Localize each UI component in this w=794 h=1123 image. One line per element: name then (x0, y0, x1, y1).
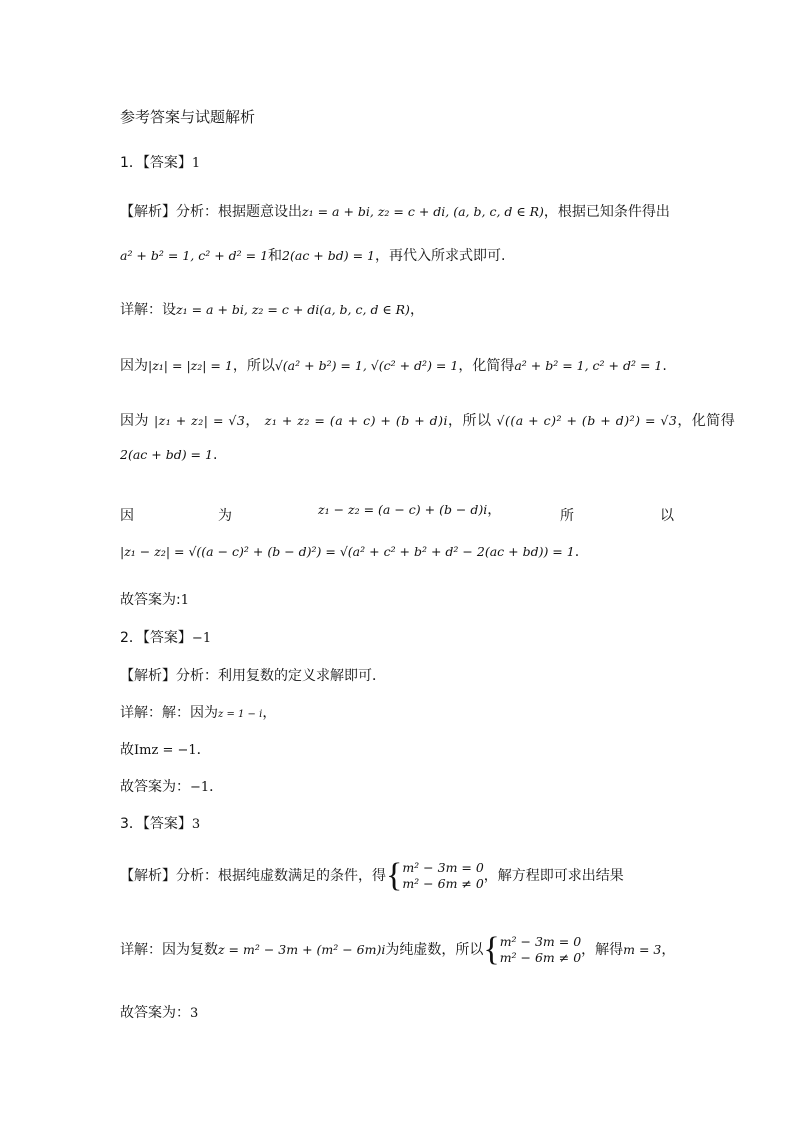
q3-text: ， (661, 942, 676, 958)
q1-formula: z₁ − z₂ = (a − c) + (b − d)i (318, 502, 488, 517)
q1-because-line-3-yi (660, 506, 674, 526)
q3-formula: m = 3 (623, 942, 662, 957)
q1-analysis-formula: a² + b² = 1, c² + d² = 1 (120, 248, 269, 263)
q1-analysis-line-2 (120, 246, 505, 266)
equation-row: m² − 3m = 0 (402, 860, 484, 875)
q3-final-value: 3 (190, 1006, 199, 1021)
q3-answer-label: 3．【答案】 (120, 816, 192, 832)
q1-formula: |z₁ − z₂| = √((a − c)² + (b − d)²) = √(a² + c² + b² + d² − 2(ac + bd)) = 1 (120, 544, 575, 559)
q1-formula: √((a + c)² + (b + d)²) = √3 (496, 413, 678, 428)
q1-final-answer (120, 590, 189, 611)
q3-analysis-line (120, 858, 624, 894)
q1-analysis-text: 和 (268, 248, 283, 264)
q1-text: 因为 (120, 413, 149, 429)
q3-detail-line (120, 932, 675, 968)
q3-answer-value: 3 (191, 817, 201, 832)
q1-detail-text: ， (409, 302, 424, 318)
q2-conclusion-line (120, 740, 211, 761)
q2-final-answer (120, 777, 223, 798)
q1-text: . (574, 544, 580, 560)
q1-formula: z₁ + z₂ = (a + c) + (b + d)i (264, 413, 449, 428)
q1-text: . (212, 447, 218, 463)
q3-equation-system (500, 934, 581, 966)
q2-text: ． (196, 742, 211, 758)
q1-formula: 2(ac + bd) = 1 (120, 447, 213, 462)
q1-analysis-text: ，再代入所求式即可. (375, 248, 506, 264)
q1-because-line-4 (120, 542, 579, 562)
q1-detail-line (120, 300, 424, 320)
q1-because-line-3-wei (218, 506, 232, 526)
left-brace-icon: { (483, 931, 500, 968)
q2-detail-line (120, 703, 276, 725)
q1-answer-label: 1．【答案】 (120, 155, 192, 171)
q2-answer-line (120, 628, 211, 649)
q1-analysis-text: 【解析】分析：根据题意设出 (120, 204, 302, 220)
q1-formula: a² + b² = 1, c² + d² = 1 (514, 358, 663, 373)
q2-formula: Imz = −1 (134, 743, 197, 758)
q1-because-line-2 (120, 411, 735, 431)
q1-final-label: 故答案为: (120, 592, 181, 608)
q3-text: 【解析】分析：根据纯虚数满足的条件，得 (120, 868, 386, 884)
q1-text: 因为 (120, 358, 148, 374)
q1-analysis-text: ，根据已知条件得出 (543, 204, 670, 220)
q3-equation-system (402, 860, 483, 892)
q1-analysis-formula: 2(ac + bd) = 1 (282, 248, 376, 263)
q1-answer-value: 1 (191, 156, 201, 171)
q1-text: ， (487, 502, 502, 518)
q1-because-line-1 (120, 356, 667, 376)
q1-because-line-3-suo (560, 506, 574, 526)
q3-text: 详解：因为复数 (120, 942, 218, 958)
q1-detail-text: 详解：设 (120, 302, 176, 318)
q1-text: ，所以 (448, 413, 492, 429)
equation-row: m² − 6m ≠ 0 (402, 876, 484, 891)
q2-text: 详解：解：因为 (120, 705, 218, 721)
q3-answer-line (120, 814, 200, 835)
q1-formula: |z₁| = |z₂| = 1 (148, 358, 233, 373)
q3-final-label: 故答案为： (120, 1005, 190, 1021)
q2-final-label: 故答案为： (120, 779, 190, 795)
q1-final-value: 1 (180, 593, 189, 608)
q2-analysis-line (120, 666, 386, 686)
q3-text: ，解方程即可求出结果 (483, 868, 624, 884)
q2-answer-value: −1 (191, 631, 212, 646)
q1-text: 为 (218, 508, 232, 524)
q2-answer-label: 2．【答案】 (120, 630, 192, 646)
q1-formula: √(a² + b²) = 1, √(c² + d²) = 1 (274, 358, 459, 373)
q1-formula: |z₁ + z₂| = √3 (153, 413, 246, 428)
q1-because-line-3-formula (318, 500, 501, 520)
left-brace-icon: { (386, 857, 403, 894)
q1-because-line-2b (120, 445, 217, 465)
equation-row: m² − 3m = 0 (499, 934, 582, 949)
q1-text: 因 (120, 508, 134, 524)
q1-text: ， (245, 413, 260, 429)
q1-analysis-line-1 (120, 202, 670, 222)
q1-because-line-3 (120, 506, 134, 526)
q2-final-value: −1 (190, 780, 210, 795)
q1-answer-line (120, 153, 200, 174)
q1-analysis-formula: z₁ = a + bi, z₂ = c + di, (a, b, c, d ∈ R) (302, 204, 544, 219)
q2-text: 故 (120, 742, 134, 758)
q2-formula: z = 1 − i (218, 709, 263, 720)
q3-text: ，解得 (581, 942, 624, 958)
q1-text: 所 (560, 508, 574, 524)
q2-analysis-text: 【解析】分析：利用复数的定义求解即可． (120, 668, 386, 684)
q1-text: . (662, 358, 667, 374)
equation-row: m² − 6m ≠ 0 (499, 950, 582, 965)
page-title: 参考答案与试题解析 (120, 108, 256, 126)
q1-text: ，所以 (232, 358, 275, 374)
q3-final-answer (120, 1003, 198, 1024)
q1-text: ，化简得 (458, 358, 515, 374)
q1-detail-formula: z₁ = a + bi, z₂ = c + di(a, b, c, d ∈ R) (176, 302, 410, 317)
q3-formula: z = m² − 3m + (m² − 6m)i (218, 942, 386, 957)
q2-text: ， (262, 705, 277, 721)
q3-text: 为纯虚数，所以 (385, 942, 484, 958)
q1-text: ，化简得 (677, 413, 736, 429)
q2-text: ． (209, 779, 224, 795)
q1-text: 以 (660, 508, 674, 524)
